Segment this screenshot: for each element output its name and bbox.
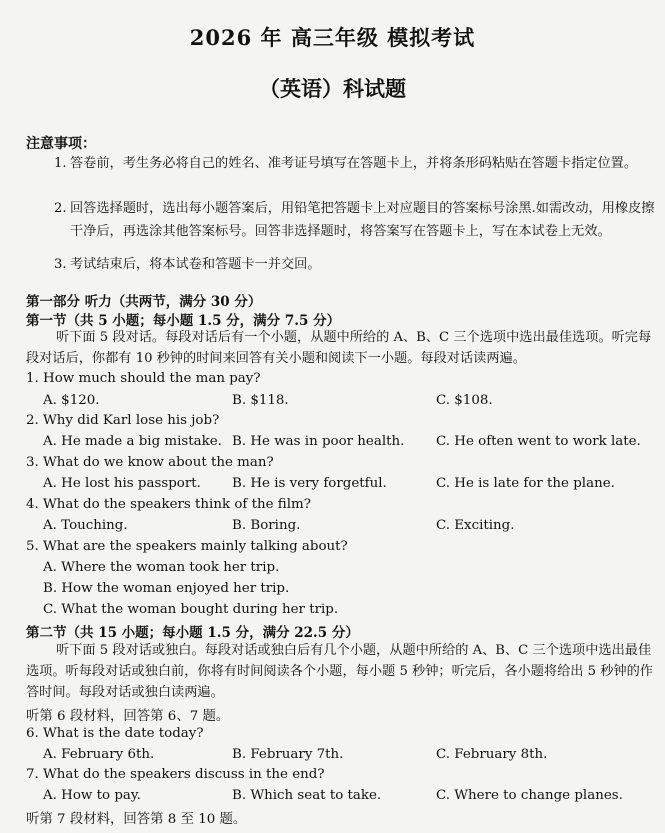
section-instructions: 听下面 5 段对话或独白。每段对话或独白后有几个小题，从题中所给的 A、B、C 三个选项中选出最佳选项。听每段对话或独白前，你将有时间阅读各个小题，每小题 5 秒钟；听完后，各小题将给出 5 秒钟的作答时间。每段对话或独白读两遍。 — [26, 643, 653, 700]
section-heading: 第二节（共 15 小题；每小题 1.5 分，满分 22.5 分） — [26, 625, 359, 641]
section-instructions: 听下面 5 段对话。每段对话后有一个小题，从题中所给的 A、B、C 三个选项中选出最佳选项。听完每段对话后，你都有 10 秒钟的时间来回答有关小题和阅读下一小题。每段对话读两遍。 — [26, 330, 652, 366]
notice-item-text: 答卷前，考生务必将自己的姓名、准考证号填写在答题卡上，并将条形码粘贴在答题卡指定位置。 — [70, 156, 638, 171]
option-c: C. He often went to work late. — [436, 434, 641, 449]
option-a: A. February 6th. — [43, 747, 155, 762]
part-heading: 第一部分 听力（共两节，满分 30 分） — [26, 294, 262, 310]
question: 7. What do the speakers discuss in the end? — [26, 767, 325, 782]
question: 2. Why did Karl lose his job? — [26, 413, 220, 428]
option-b: B. He was in poor health. — [232, 434, 405, 449]
option-b: B. How the woman enjoyed her trip. — [43, 581, 290, 596]
question: 1. How much should the man pay? — [26, 371, 261, 386]
option-b: B. $118. — [232, 393, 289, 408]
option-a: A. Where the woman took her trip. — [43, 560, 280, 575]
notice-item-number: 3. — [54, 257, 67, 272]
option-c: C. What the woman bought during her trip. — [43, 602, 339, 617]
notice-item-number: 1. — [54, 156, 67, 171]
question: 3. What do we know about the man? — [26, 455, 274, 470]
option-a: A. Touching. — [43, 518, 128, 533]
option-c: C. Where to change planes. — [436, 788, 623, 803]
option-a: A. He lost his passport. — [43, 476, 201, 491]
option-a: A. How to pay. — [43, 788, 141, 803]
material-note: 听第 7 段材料，回答第 8 至 10 题。 — [26, 812, 247, 827]
section-heading: 第一节（共 5 小题；每小题 1.5 分，满分 7.5 分） — [26, 313, 341, 329]
option-c: C. Exciting. — [436, 518, 515, 533]
option-c: C. He is late for the plane. — [436, 476, 615, 491]
question: 5. What are the speakers mainly talking about? — [26, 539, 348, 554]
option-c: C. February 8th. — [436, 747, 548, 762]
option-a: A. $120. — [43, 393, 100, 408]
notice-heading: 注意事项： — [26, 136, 96, 152]
option-a: A. He made a big mistake. — [43, 434, 222, 449]
option-b: B. Which seat to take. — [232, 788, 382, 803]
option-c: C. $108. — [436, 393, 493, 408]
option-b: B. He is very forgetful. — [232, 476, 387, 491]
notice-item-text: 回答选择题时，选出每小题答案后，用铅笔把答题卡上对应题目的答案标号涂黑.如需改动，用橡皮擦干净后，再选涂其他答案标号。回答非选择题时，将答案写在答题卡上，写在本试卷上无效。 — [70, 201, 655, 239]
notice-item — [54, 197, 659, 243]
option-b: B. Boring. — [232, 518, 301, 533]
question: 4. What do the speakers think of the film? — [26, 497, 311, 512]
page-subtitle: （英语）科试题 — [259, 76, 406, 101]
notice-item — [54, 152, 659, 175]
notice-item-number: 2. — [54, 201, 67, 216]
question: 6. What is the date today? — [26, 726, 204, 741]
notice-item — [54, 253, 659, 276]
material-note: 听第 6 段材料，回答第 6、7 题。 — [26, 709, 230, 724]
option-b: B. February 7th. — [232, 747, 344, 762]
notice-item-text: 考试结束后，将本试卷和答题卡一并交回。 — [70, 257, 321, 272]
page-title: 2026 年 高三年级 模拟考试 — [189, 25, 476, 50]
